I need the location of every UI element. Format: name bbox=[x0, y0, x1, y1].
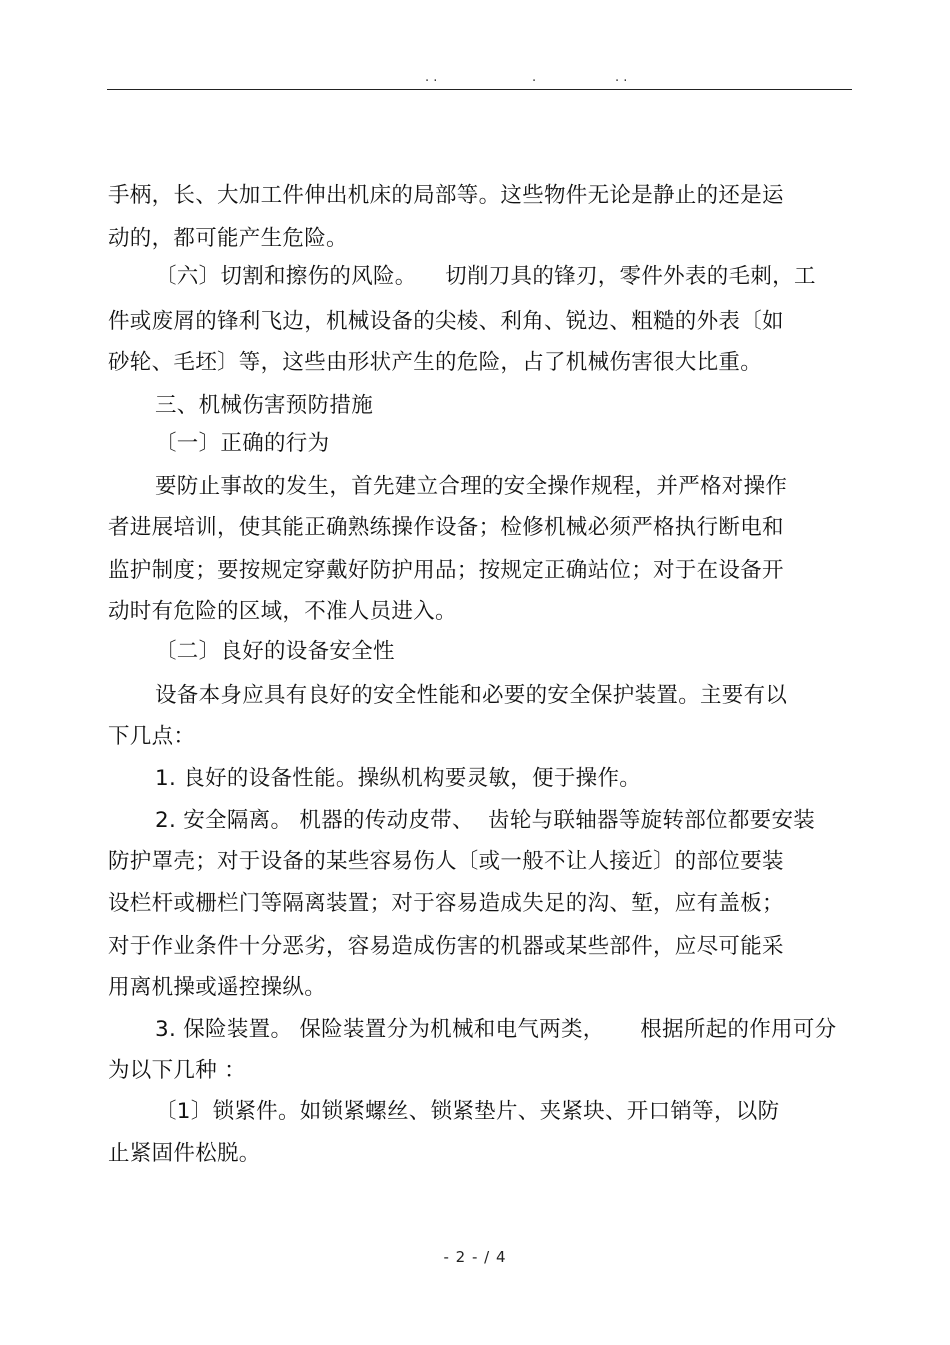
header-dot-1: . . bbox=[425, 70, 438, 85]
header-dot-3: . . bbox=[615, 70, 628, 85]
body-line: 对于作业条件十分恶劣，容易造成伤害的机器或某些部件，应尽可能采 bbox=[108, 934, 784, 959]
header-dots bbox=[0, 70, 950, 86]
header-rule bbox=[107, 89, 852, 90]
body-line: 手柄，长、大加工件伸出机床的局部等。这些物件无论是静止的还是运 bbox=[108, 183, 784, 208]
body-line: 监护制度；要按规定穿戴好防护用品；按规定正确站位；对于在设备开 bbox=[108, 558, 784, 583]
body-line: 为以下几种 ： bbox=[108, 1058, 246, 1083]
body-line: 动的，都可能产生危险。 bbox=[108, 226, 348, 251]
header-dot-2: . bbox=[532, 70, 537, 85]
body-line: 动时有危险的区域，不准人员进入。 bbox=[108, 599, 457, 624]
body-line: 下几点： bbox=[108, 724, 196, 749]
body-line: 设备本身应具有良好的安全性能和必要的安全保护装置。主要有以 bbox=[155, 683, 788, 708]
body-line: 止紧固件松脱。 bbox=[108, 1141, 261, 1166]
list-item: 〔1〕锁紧件。如锁紧螺丝、锁紧垫片、夹紧块、开口销等，以防 bbox=[155, 1099, 780, 1124]
section-heading: 三、机械伤害预防措施 bbox=[155, 393, 374, 418]
body-line: 件或废屑的锋利飞边，机械设备的尖棱、利角、锐边、粗糙的外表〔如 bbox=[108, 309, 784, 334]
list-item: 1. 良好的设备性能。操纵机构要灵敏，便于操作。 bbox=[155, 766, 642, 791]
body-line: 砂轮、毛坯〕等，这些由形状产生的危险，占了机械伤害很大比重。 bbox=[108, 350, 763, 375]
subsection-heading: 〔一〕正确的行为 bbox=[155, 431, 330, 456]
subsection-heading: 〔二〕良好的设备安全性 bbox=[155, 639, 395, 664]
page-number: - 2 - / 4 bbox=[443, 1248, 507, 1266]
body-line: 用离机操或遥控操纵。 bbox=[108, 975, 327, 1000]
body-line: 要防止事故的发生，首先建立合理的安全操作规程，并严格对操作 bbox=[155, 474, 788, 499]
body-line: 〔六〕切割和擦伤的风险。 切削刀具的锋刃，零件外表的毛刺，工 bbox=[155, 264, 816, 289]
list-item: 2. 安全隔离。 机器的传动皮带、 齿轮与联轴器等旋转部位都要安装 bbox=[155, 808, 816, 833]
body-line: 设栏杆或栅栏门等隔离装置；对于容易造成失足的沟、堑，应有盖板； bbox=[108, 891, 784, 916]
list-item: 3. 保险装置。 保险装置分为机械和电气两类， 根据所起的作用可分 bbox=[155, 1017, 837, 1042]
body-line: 者进展培训，使其能正确熟练操作设备；检修机械必须严格执行断电和 bbox=[108, 515, 784, 540]
body-line: 防护罩壳；对于设备的某些容易伤人〔或一般不让人接近〕的部位要装 bbox=[108, 849, 784, 874]
